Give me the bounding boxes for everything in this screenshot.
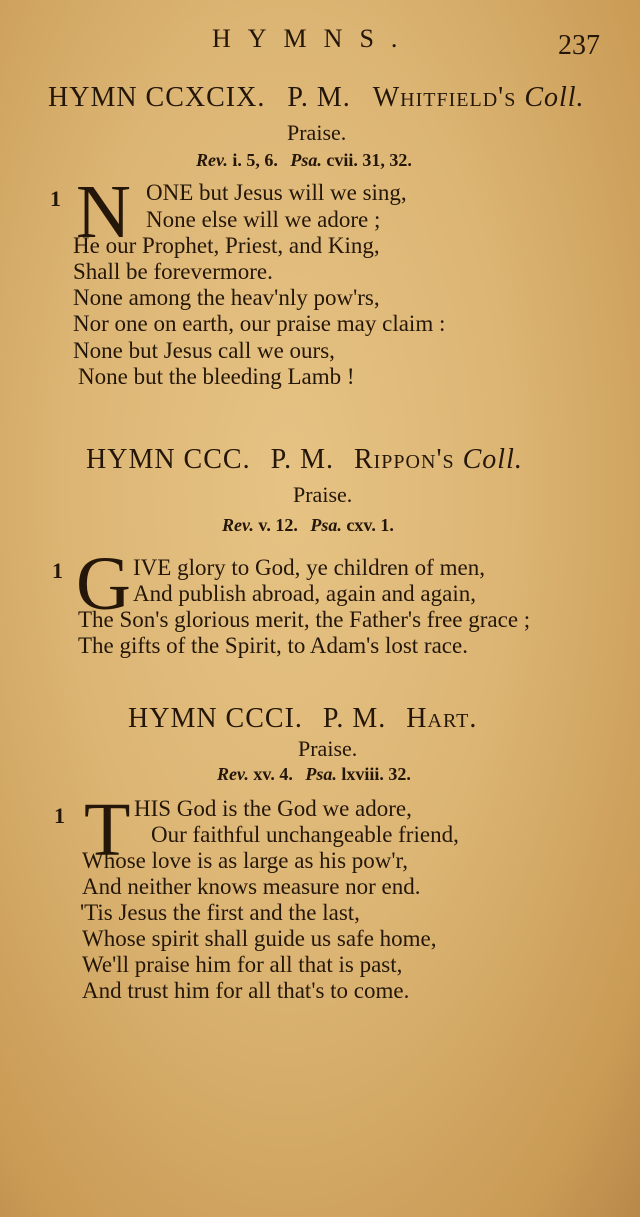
verse-line: None among the heav'nly pow'rs, bbox=[73, 285, 380, 310]
verse-line: Shall be forevermore. bbox=[73, 259, 273, 284]
ref-value: cvii. 31, 32. bbox=[326, 150, 412, 170]
drop-cap: G bbox=[76, 542, 131, 626]
hymn-title bbox=[86, 444, 523, 476]
verse-line: Whose spirit shall guide us safe home, bbox=[82, 926, 437, 951]
hymn-subject: Praise. bbox=[293, 482, 353, 507]
verse-line: IVE glory to God, ye children of men, bbox=[133, 555, 485, 580]
running-head: HYMNS. bbox=[212, 24, 415, 53]
page-number: 237 bbox=[558, 30, 600, 61]
ref-label: Psa. bbox=[310, 515, 342, 535]
stanza-number: 1 bbox=[50, 186, 61, 211]
hymn-source-italic: Coll. bbox=[462, 444, 523, 475]
verse-line: None but the bleeding Lamb ! bbox=[78, 364, 355, 389]
hymn-meter: P. M. bbox=[322, 703, 387, 734]
hymn-source: Rippon's bbox=[353, 444, 455, 475]
verse-line: None else will we adore ; bbox=[146, 207, 381, 232]
ref-label: Psa. bbox=[305, 764, 337, 784]
verse-line: 'Tis Jesus the first and the last, bbox=[80, 900, 360, 925]
verse-line: The gifts of the Spirit, to Adam's lost race. bbox=[78, 633, 468, 658]
drop-cap: N bbox=[76, 170, 131, 254]
stanza-number: 1 bbox=[54, 803, 65, 828]
verse-line: And trust him for all that's to come. bbox=[82, 978, 410, 1003]
hymn-title bbox=[48, 82, 585, 114]
verse-line: We'll praise him for all that is past, bbox=[82, 952, 403, 977]
ref-label: Rev. bbox=[196, 150, 228, 170]
scripture-refs bbox=[222, 515, 394, 536]
scripture-refs bbox=[196, 150, 412, 171]
verse-line: Nor one on earth, our praise may claim : bbox=[73, 311, 446, 336]
verse-line: And neither knows measure nor end. bbox=[82, 874, 421, 899]
verse-line: HIS God is the God we adore, bbox=[134, 796, 412, 821]
verse-line: Our faithful unchangeable friend, bbox=[151, 822, 459, 847]
ref-label: Rev. bbox=[222, 515, 254, 535]
ref-value: xv. 4. bbox=[253, 764, 293, 784]
verse-line: And publish abroad, again and again, bbox=[133, 581, 476, 606]
hymn-meter: P. M. bbox=[270, 444, 334, 475]
verse-line: None but Jesus call we ours, bbox=[73, 338, 335, 363]
hymn-subject: Praise. bbox=[298, 736, 358, 761]
ref-value: v. 12. bbox=[258, 515, 298, 535]
hymn-meter: P. M. bbox=[287, 82, 351, 113]
ref-value: lxviii. 32. bbox=[341, 764, 411, 784]
ref-value: cxv. 1. bbox=[346, 515, 394, 535]
ref-label: Psa. bbox=[290, 150, 322, 170]
verse-line: Whose love is as large as his pow'r, bbox=[82, 848, 409, 873]
verse-line: He our Prophet, Priest, and King, bbox=[73, 233, 380, 258]
ref-value: i. 5, 6. bbox=[232, 150, 278, 170]
hymn-number: HYMN CCC. bbox=[86, 444, 251, 475]
scripture-refs bbox=[217, 764, 411, 785]
verse-line: ONE but Jesus will we sing, bbox=[146, 180, 407, 205]
hymn-number: HYMN CCXCIX. bbox=[48, 82, 266, 113]
hymn-source: Hart. bbox=[406, 703, 478, 734]
drop-cap: T bbox=[84, 788, 131, 872]
hymn-subject: Praise. bbox=[287, 120, 347, 145]
stanza-number: 1 bbox=[52, 558, 63, 583]
hymn-source: Whitfield's bbox=[372, 82, 517, 113]
hymn-title bbox=[128, 703, 477, 735]
verse-line: The Son's glorious merit, the Father's free grace ; bbox=[78, 607, 531, 632]
hymn-number: HYMN CCCI. bbox=[128, 703, 303, 734]
ref-label: Rev. bbox=[217, 764, 249, 784]
hymn-source-italic: Coll. bbox=[524, 82, 585, 113]
